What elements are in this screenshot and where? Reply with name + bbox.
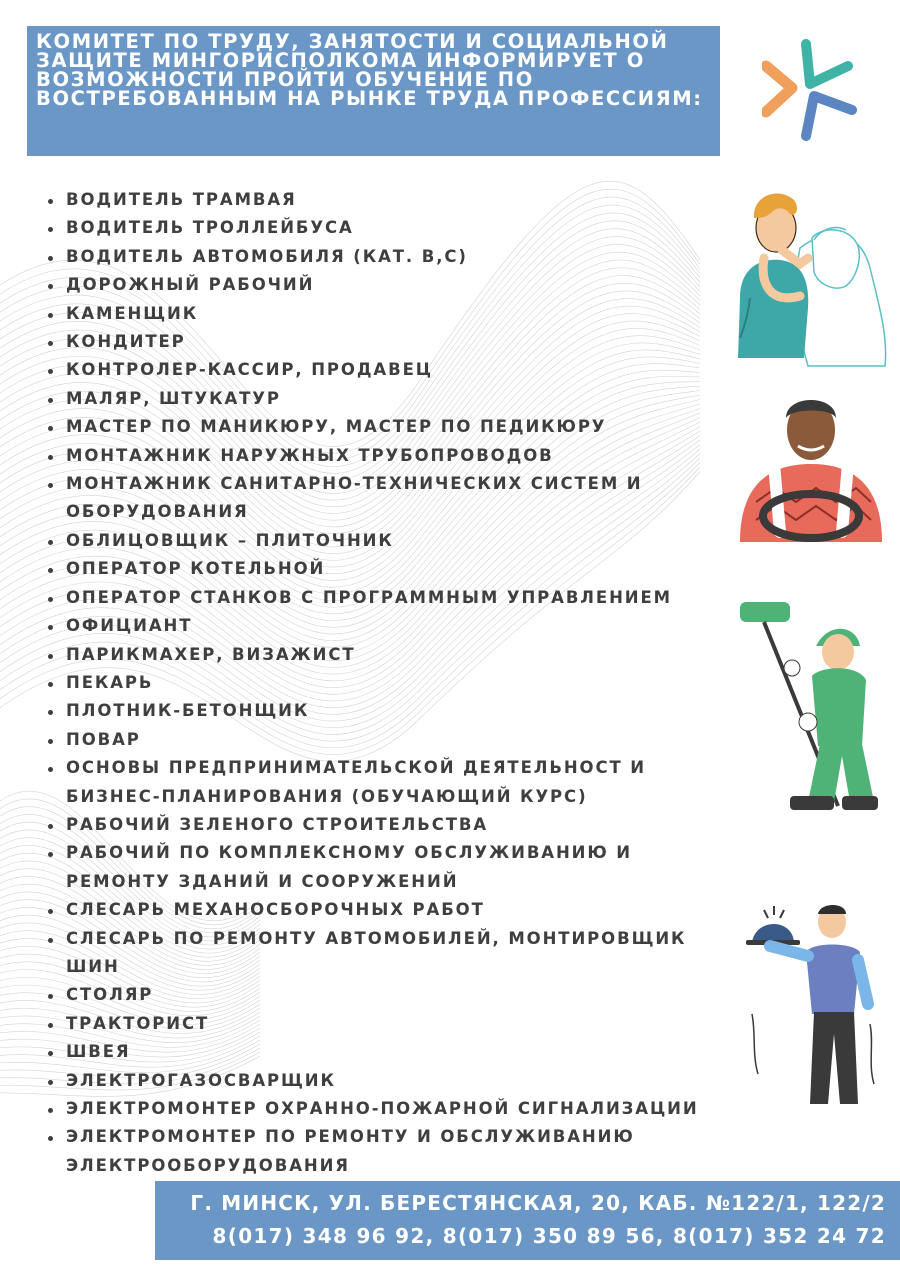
profession-label: ОПЕРАТОР КОТЕЛЬНОЙ <box>66 559 326 579</box>
bullet-icon <box>48 1080 53 1085</box>
profession-label: МАСТЕР ПО МАНИКЮРУ, МАСТЕР ПО ПЕДИКЮРУ <box>66 417 607 437</box>
profession-item <box>40 726 730 754</box>
profession-item <box>40 271 730 299</box>
profession-label: ПАРИКМАХЕР, ВИЗАЖИСТ <box>66 644 356 664</box>
profession-label: ЭЛЕКТРОМОНТЕР ОХРАННО-ПОЖАРНОЙ СИГНАЛИЗАЦИИ <box>66 1099 699 1118</box>
footer-address: Г. МИНСК, УЛ. БЕРЕСТЯНСКАЯ, 20, КАБ. №122/1, 122/2 <box>190 1191 886 1215</box>
bullet-icon <box>48 654 53 659</box>
bullet-icon <box>48 1051 53 1056</box>
profession-item <box>40 925 730 982</box>
profession-item <box>40 385 730 413</box>
profession-label: ОФИЦИАНТ <box>66 616 193 636</box>
profession-label: РАБОЧИЙ ПО КОМПЛЕКСНОМУ ОБСЛУЖИВАНИЮ И РЕМОНТУ ЗДАНИЙ И СООРУЖЕНИЙ <box>66 843 633 891</box>
profession-label: РАБОЧИЙ ЗЕЛЕНОГО СТРОИТЕЛЬСТВА <box>66 814 489 834</box>
profession-item <box>40 328 730 356</box>
bullet-icon <box>48 1136 53 1141</box>
painter-illustration <box>738 596 882 814</box>
profession-item <box>40 1038 730 1066</box>
profession-label: ВОДИТЕЛЬ ТРАМВАЯ <box>66 190 297 209</box>
profession-item <box>40 243 730 271</box>
profession-label: КАМЕНЩИК <box>66 303 199 323</box>
bullet-icon <box>48 625 53 630</box>
bullet-icon <box>48 426 53 431</box>
profession-item <box>40 555 730 583</box>
profession-label: ОБЛИЦОВЩИК – ПЛИТОЧНИК <box>66 530 394 550</box>
bullet-icon <box>48 739 53 744</box>
bullet-icon <box>48 682 53 687</box>
bullet-icon <box>48 199 53 204</box>
profession-item <box>40 214 730 242</box>
bullet-icon <box>48 710 53 715</box>
bullet-icon <box>48 540 53 545</box>
profession-label: ШВЕЯ <box>66 1042 131 1062</box>
profession-label: МАЛЯР, ШТУКАТУР <box>66 388 281 408</box>
bullet-icon <box>48 227 53 232</box>
profession-item <box>40 413 730 441</box>
profession-label: ТРАКТОРИСТ <box>66 1013 210 1033</box>
profession-label: ПЛОТНИК-БЕТОНЩИК <box>66 701 310 721</box>
profession-label: ОПЕРАТОР СТАНКОВ С ПРОГРАММНЫМ УПРАВЛЕНИЕМ <box>66 587 672 607</box>
profession-item <box>40 1095 730 1123</box>
profession-item <box>40 527 730 555</box>
hairdresser-illustration <box>730 188 890 370</box>
profession-item <box>40 754 730 811</box>
profession-item <box>40 470 730 527</box>
profession-label: ВОДИТЕЛЬ АВТОМОБИЛЯ (КАТ. В,С) <box>66 246 468 266</box>
profession-label: ПОВАР <box>66 729 141 749</box>
profession-item <box>40 612 730 640</box>
driver-illustration <box>736 392 886 552</box>
profession-item <box>40 981 730 1009</box>
bullet-icon <box>48 455 53 460</box>
bullet-icon <box>48 284 53 289</box>
profession-item <box>40 1067 730 1095</box>
profession-item <box>40 186 730 214</box>
profession-item <box>40 1010 730 1038</box>
bullet-icon <box>48 852 53 857</box>
bullet-icon <box>48 313 53 318</box>
profession-label: ПЕКАРЬ <box>66 672 154 692</box>
profession-label: СЛЕСАРЬ ПО РЕМОНТУ АВТОМОБИЛЕЙ, МОНТИРОВЩИК ШИН <box>66 928 687 976</box>
bullet-icon <box>48 1108 53 1113</box>
profession-label: КОНТРОЛЕР-КАССИР, ПРОДАВЕЦ <box>66 360 433 380</box>
bullet-icon <box>48 369 53 374</box>
bullet-icon <box>48 256 53 261</box>
profession-label: ЭЛЕКТРОМОНТЕР ПО РЕМОНТУ И ОБСЛУЖИВАНИЮ ЭЛЕКТРООБОРУДОВАНИЯ <box>66 1127 635 1175</box>
header-banner <box>27 26 720 156</box>
footer-banner <box>155 1181 900 1260</box>
profession-label: МОНТАЖНИК САНИТАРНО-ТЕХНИЧЕСКИХ СИСТЕМ И ОБОРУДОВАНИЯ <box>66 474 643 522</box>
profession-item <box>40 356 730 384</box>
profession-label: ВОДИТЕЛЬ ТРОЛЛЕЙБУСА <box>66 218 354 238</box>
bullet-icon <box>48 1023 53 1028</box>
profession-item <box>40 584 730 612</box>
profession-item <box>40 811 730 839</box>
bullet-icon <box>48 909 53 914</box>
bullet-icon <box>48 341 53 346</box>
profession-list <box>40 186 730 1180</box>
bullet-icon <box>48 483 53 488</box>
profession-item <box>40 300 730 328</box>
bullet-icon <box>48 568 53 573</box>
profession-item <box>40 697 730 725</box>
footer-phones: 8(017) 348 96 92, 8(017) 350 89 56, 8(017) 352 24 72 <box>212 1224 886 1248</box>
profession-item <box>40 839 730 896</box>
waiter-illustration <box>742 904 880 1114</box>
bullet-icon <box>48 994 53 999</box>
bullet-icon <box>48 938 53 943</box>
profession-label: ОСНОВЫ ПРЕДПРИНИМАТЕЛЬСКОЙ ДЕЯТЕЛЬНОСТ И БИЗНЕС-ПЛАНИРОВАНИЯ (ОБУЧАЮЩИЙ КУРС) <box>66 758 646 806</box>
profession-label: ЭЛЕКТРОГАЗОСВАРЩИК <box>66 1070 336 1090</box>
profession-item <box>40 1123 730 1180</box>
profession-label: ДОРОЖНЫЙ РАБОЧИЙ <box>66 275 315 295</box>
header-title: КОМИТЕТ ПО ТРУДУ, ЗАНЯТОСТИ И СОЦИАЛЬНОЙ ЗАЩИТЕ МИНГОРИСПОЛКОМА ИНФОРМИРУЕТ О ВОЗМОЖНОСТИ ПРОЙТИ ОБУЧЕНИЕ ПО ВОСТРЕБОВАННЫМ НА РЫНКЕ ТРУДА ПРОФЕССИЯМ: <box>36 30 703 110</box>
bullet-icon <box>48 824 53 829</box>
profession-item <box>40 641 730 669</box>
profession-label: СЛЕСАРЬ МЕХАНОСБОРОЧНЫХ РАБОТ <box>66 900 485 920</box>
profession-item <box>40 669 730 697</box>
profession-item <box>40 442 730 470</box>
bullet-icon <box>48 767 53 772</box>
bullet-icon <box>48 597 53 602</box>
profession-item <box>40 896 730 924</box>
profession-label: КОНДИТЕР <box>66 332 186 352</box>
bullet-icon <box>48 398 53 403</box>
profession-label: СТОЛЯР <box>66 985 154 1005</box>
profession-label: МОНТАЖНИК НАРУЖНЫХ ТРУБОПРОВОДОВ <box>66 445 554 465</box>
logo-icon <box>762 38 858 142</box>
